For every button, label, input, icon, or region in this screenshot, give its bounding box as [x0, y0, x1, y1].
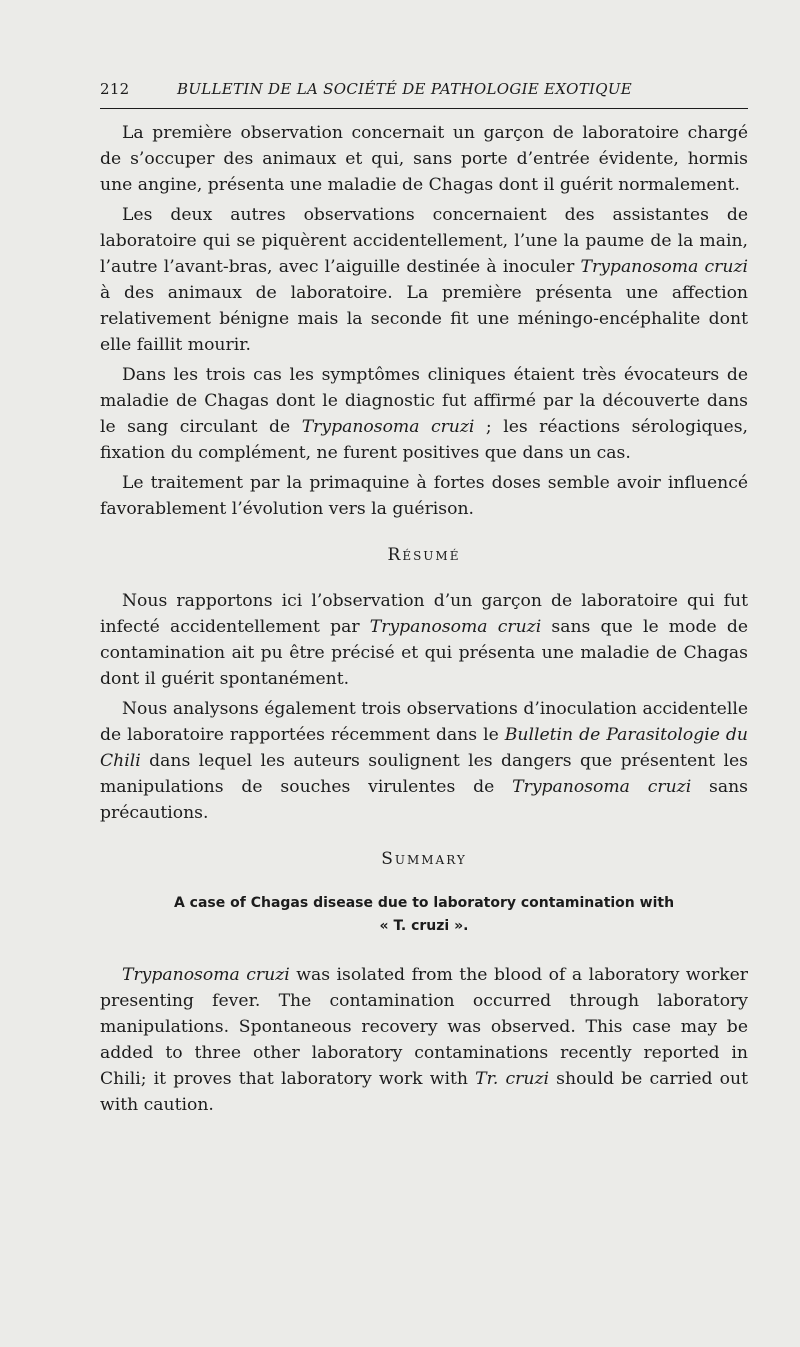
- page-number: 212: [100, 80, 130, 98]
- species-name: Trypanosoma cruzi: [369, 617, 542, 637]
- species-name: Trypanosoma cruzi: [301, 417, 475, 437]
- article-body: [100, 120, 748, 1122]
- resume-heading: Résumé: [387, 545, 461, 565]
- species-name: Trypanosoma cruzi: [580, 257, 748, 277]
- summary-paragraph: Trypanosoma cruzi was isolated from the blood of a laboratory worker presenting fever. The contamination occurred through laboratory manipulations. Spontaneous recovery was observed. This case may be added to three other laboratory contaminations recently reported in Chili; it proves that laboratory work with Tr. cruzi should be carried out with caution.: [100, 965, 748, 1115]
- species-name: Trypanosoma cruzi: [122, 965, 290, 985]
- summary-heading: Summary: [381, 849, 467, 869]
- summary-subtitle: A case of Chagas disease due to laboratory contamination with « T. cruzi ».: [173, 895, 675, 934]
- journal-reference: Bulletin de Parasitologie du Chili: [100, 725, 748, 771]
- species-name: Trypanosoma cruzi: [512, 777, 692, 797]
- resume-paragraph-2: Nous analysons également trois observations d’inoculation accidentelle de laboratoire rapportées récemment dans le Bulletin de Parasitologie du Chili dans lequel les auteurs soulignent les dangers que présentent les manipulations de souches virulentes de Trypanosoma cruzi sans précautions.: [100, 699, 749, 823]
- paragraph-symptoms: Dans les trois cas les symptômes cliniques étaient très évocateurs de maladie de Chagas dont le diagnostic fut affirmé par la découverte dans le sang circulant de Trypanosoma cruzi ; les réactions sérologiques, fixation du complément, ne furent positives que dans un cas.: [100, 365, 749, 463]
- journal-title: BULLETIN DE LA SOCIÉTÉ DE PATHOLOGIE EXOTIQUE: [177, 80, 633, 98]
- paragraph-other-observations: Les deux autres observations concernaient des assistantes de laboratoire qui se piquèrent accidentellement, l’une la paume de la main, l’autre l’avant-bras, avec l’aiguille destinée à inoculer Trypanosoma cruzi à des animaux de laboratoire. La première présenta une affection relativement bénigne mais la seconde fit une méningo-encéphalite dont elle faillit mourir.: [100, 205, 748, 355]
- header-rule: [100, 108, 748, 109]
- paragraph-first-observation: La première observation concernait un garçon de laboratoire chargé de s’occuper des animaux et qui, sans porte d’entrée évidente, hormis une angine, présenta une maladie de Chagas dont il guérit normalement.: [100, 123, 748, 195]
- species-abbreviation: Tr. cruzi: [475, 1069, 550, 1089]
- paragraph-treatment: Le traitement par la primaquine à fortes doses semble avoir influencé favorablement l’évolution vers la guérison.: [100, 473, 748, 519]
- resume-paragraph-1: Nous rapportons ici l’observation d’un garçon de laboratoire qui fut infecté accidentellement par Trypanosoma cruzi sans que le mode de contamination ait pu être précisé et qui présenta une maladie de Chagas dont il guérit spontanément.: [100, 591, 748, 689]
